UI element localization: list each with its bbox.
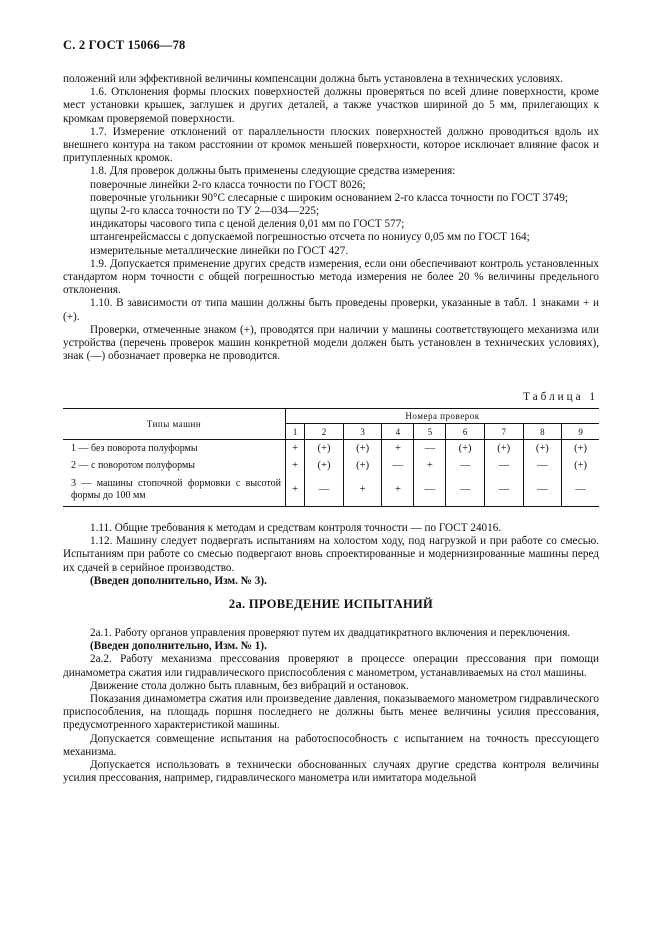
paragraph: 1.6. Отклонения формы плоских поверхностей должны проверяться по всей длине поверхности, кроме мест установки крышек, заглушек и других деталей, а также участков шириной до 5 мм, прилегающих к кромкам проверяемой поверхности. xyxy=(63,86,599,125)
check-value-cell: + xyxy=(343,474,382,507)
check-value-cell: — xyxy=(523,457,562,474)
check-number-header: 8 xyxy=(523,424,562,440)
check-value-cell: + xyxy=(414,457,446,474)
check-value-cell: (+) xyxy=(343,457,382,474)
col-machine-types-header: Типы машин xyxy=(63,409,286,440)
check-value-cell: (+) xyxy=(523,440,562,458)
check-number-header: 5 xyxy=(414,424,446,440)
check-value-cell: (+) xyxy=(305,440,344,458)
machine-type-cell: 1 — без поворота полуформы xyxy=(63,440,286,458)
check-value-cell: (+) xyxy=(574,442,588,454)
check-value-cell: (+) xyxy=(446,440,485,458)
paragraph: 1.8. Для проверок должны быть применены следующие средства измерения: xyxy=(90,165,456,178)
checks-table xyxy=(63,408,599,507)
after-table-text xyxy=(63,522,599,588)
intro-text xyxy=(63,73,599,363)
paragraph: 1.7. Измерение отклонений от параллельности плоских поверхностей должно проводиться вдоль их внешнего контура на таком расстоянии от кромок меньшей поверхности, которое исключает влияние фасок и притупленных кромок. xyxy=(63,125,599,165)
paragraph: (Введен дополнительно, Изм. № 3). xyxy=(90,574,267,587)
paragraph: Движение стола должно быть плавным, без вибраций и остановок. xyxy=(90,679,409,692)
paragraph: Допускается использовать в технически обоснованных случаях другие средства контроля величины усилия прессования, например, гидравлического манометра или имитатора модельной xyxy=(63,759,599,785)
check-value-cell: — xyxy=(484,474,523,507)
check-value-cell: — xyxy=(414,440,446,458)
paragraph: измерительные металлические линейки по ГОСТ 427. xyxy=(90,244,349,257)
check-number-header: 4 xyxy=(382,424,414,440)
table-row xyxy=(63,474,599,507)
check-number-header: 7 xyxy=(484,424,523,440)
paragraph: положений или эффективной величины компенсации должна быть установлена в технических условиях. xyxy=(63,73,563,85)
paragraph: штангенрейсмассы с допускаемой погрешностью отсчета по нониусу 0,05 мм по ГОСТ 164; xyxy=(90,231,530,244)
check-number-header: 9 xyxy=(562,424,599,440)
machine-type-cell: 2 — с поворотом полуформы xyxy=(63,457,286,474)
check-value-cell: — xyxy=(305,474,344,507)
paragraph: 1.12. Машину следует подвергать испытаниям на холостом ходу, под нагрузкой и при работе со смесью. Испытаниям при работе со смесью подвергают вновь спроектированные и модернизированные машины перед их сдачей в серийное производство. xyxy=(63,535,599,574)
check-value-cell: (+) xyxy=(574,459,588,471)
paragraph: индикаторы часового типа с ценой деления 0,01 мм по ГОСТ 577; xyxy=(90,218,405,231)
check-value-cell: — xyxy=(382,457,414,474)
section-text xyxy=(63,627,599,785)
paragraph: 2а.1. Работу органов управления проверяют путем их двадцатикратного включения и переключения. xyxy=(90,627,571,639)
table-label: Таблица 1 xyxy=(523,391,598,403)
paragraph: поверочные угольники 90°С слесарные с широким основанием 2-го класса точности по ГОСТ 3749; xyxy=(90,191,568,204)
section-title: 2а. ПРОВЕДЕНИЕ ИСПЫТАНИЙ xyxy=(228,597,434,611)
check-number-header: 6 xyxy=(446,424,485,440)
table-row xyxy=(63,457,599,474)
paragraph: Показания динамометра сжатия или произведение давления, показываемого манометром гидравлического приспособления, на площадь поршня последнего не должны быть менее величины усилия прессования, предусмотренного характеристикой машины. xyxy=(63,693,599,732)
paragraph: 1.10. В зависимости от типа машин должны быть проведены проверки, указанные в табл. 1 знаками + и (+). xyxy=(63,297,599,323)
check-value-cell: — xyxy=(446,457,485,474)
page-header: С. 2 ГОСТ 15066—78 xyxy=(63,38,186,52)
check-value-cell: + xyxy=(286,440,305,458)
check-value-cell: + xyxy=(286,474,305,507)
check-value-cell: — xyxy=(414,474,446,507)
paragraph: Проверки, отмеченные знаком (+), проводятся при наличии у машины соответствующего механизма или устройства (перечень проверок машин конкретной модели должен быть установлен в технических условиях), знак (—) обозначает проверка не проводится. xyxy=(63,323,599,363)
check-value-cell: — xyxy=(562,474,599,507)
check-value-cell: — xyxy=(523,474,562,507)
machine-type-cell: 3 — машины стопочной формовки с высотой формы до 100 мм xyxy=(63,474,286,507)
check-number-header: 2 xyxy=(305,424,344,440)
col-check-numbers-header: Номера проверок xyxy=(286,409,600,424)
paragraph: (Введен дополнительно, Изм. № 1). xyxy=(90,640,267,653)
check-value-cell: — xyxy=(446,474,485,507)
paragraph: 1.9. Допускается применение других средств измерения, если они обеспечивают контроль установленных стандартом норм точности с общей погрешностью метода измерения не более 20 % величины предельного отклонения. xyxy=(63,257,599,297)
paragraph: поверочные линейки 2-го класса точности по ГОСТ 8026; xyxy=(90,178,366,191)
check-number-header: 1 xyxy=(286,424,305,440)
paragraph: 1.11. Общие требования к методам и средствам контроля точности — по ГОСТ 24016. xyxy=(90,522,502,534)
check-value-cell: + xyxy=(382,440,414,458)
check-value-cell: (+) xyxy=(305,457,344,474)
paragraph: щупы 2-го класса точности по ТУ 2—034—225; xyxy=(90,205,320,218)
paragraph: Допускается совмещение испытания на работоспособность с испытанием на точность прессующего механизма. xyxy=(63,732,599,758)
check-number-header: 3 xyxy=(343,424,382,440)
paragraph: 2а.2. Работу механизма прессования проверяют в процессе операции прессования при помощи динамометра сжатия или гидравлического приспособления с манометром, устанавливаемых на стол машины. xyxy=(63,653,599,679)
table-row xyxy=(63,440,599,458)
check-value-cell: (+) xyxy=(343,440,382,458)
check-value-cell: — xyxy=(484,457,523,474)
check-value-cell: (+) xyxy=(484,440,523,458)
check-value-cell: + xyxy=(382,474,414,507)
check-value-cell: + xyxy=(286,457,305,474)
